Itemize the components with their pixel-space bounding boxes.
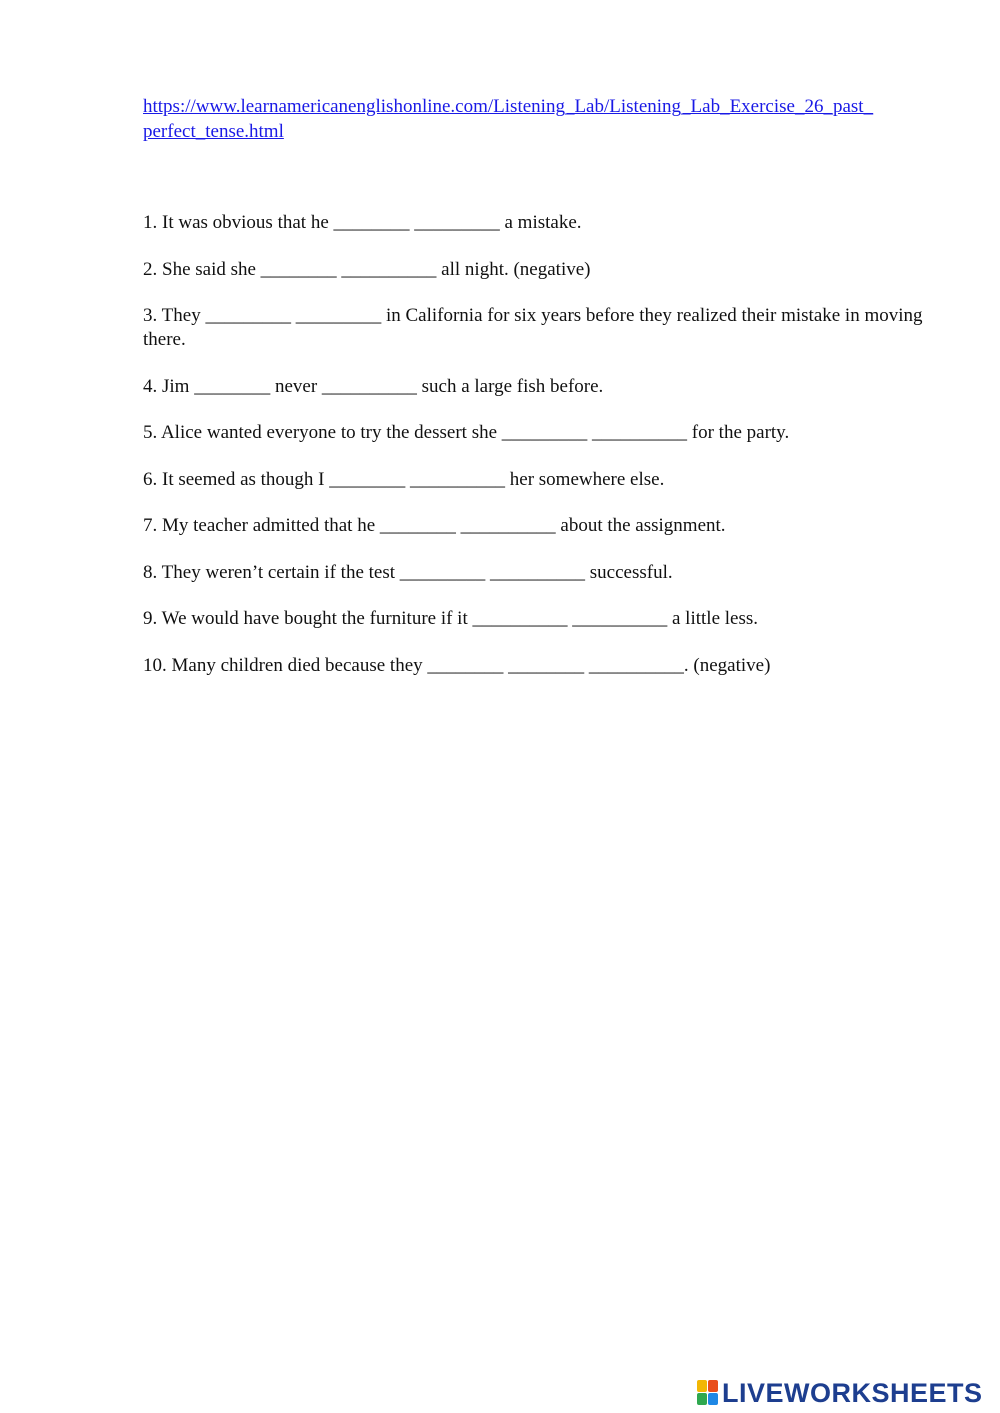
- liveworksheets-logo-icon: [697, 1380, 719, 1406]
- source-url-line-1[interactable]: https://www.learnamericanenglishonline.com/Listening_Lab/Listening_Lab_Exercise_26_past_: [143, 96, 874, 117]
- liveworksheets-logo: [697, 1378, 983, 1408]
- question-9: 9. We would have bought the furniture if it __________ __________ a little less.: [143, 608, 759, 629]
- question-list: [143, 211, 933, 700]
- question-5: 5. Alice wanted everyone to try the dessert she _________ __________ for the party.: [143, 422, 790, 443]
- question-8: 8. They weren’t certain if the test _________ __________ successful.: [143, 561, 673, 583]
- question-6: 6. It seemed as though I ________ __________ her somewhere else.: [143, 468, 665, 490]
- source-url-link[interactable]: [143, 94, 933, 144]
- question-1: 1. It was obvious that he ________ _________ a mistake.: [143, 212, 582, 233]
- question-2: 2. She said she ________ __________ all night. (negative): [143, 258, 591, 280]
- question-4: 4. Jim ________ never __________ such a large fish before.: [143, 375, 604, 397]
- question-3: 3. They _________ _________ in California for six years before they realized their mistake in moving there.: [143, 305, 923, 350]
- question-10: 10. Many children died because they ________ ________ __________. (negative): [143, 654, 771, 676]
- question-7: 7. My teacher admitted that he ________ __________ about the assignment.: [143, 515, 726, 536]
- logo-wordmark: LIVEWORKSHEETS: [722, 1378, 983, 1408]
- source-url-line-2[interactable]: perfect_tense.html: [143, 121, 284, 142]
